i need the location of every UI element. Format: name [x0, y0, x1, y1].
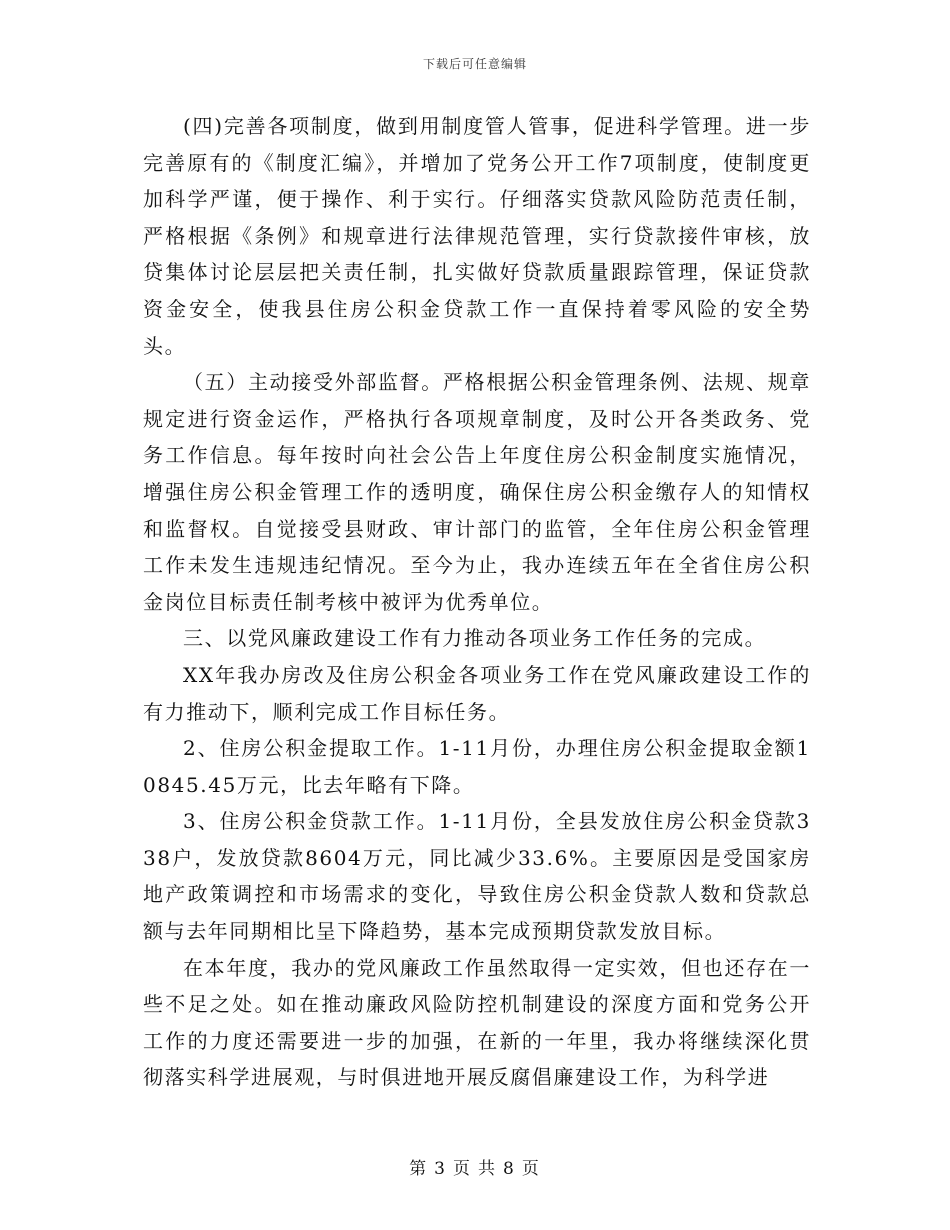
footer-total-suffix: 页	[521, 1159, 541, 1179]
footer-page-label: 页	[453, 1159, 472, 1179]
section-heading-three: 三、以党风廉政建设工作有力推动各项业务工作任务的完成。	[183, 626, 767, 651]
document-body	[143, 108, 811, 1096]
page-header-note: 下载后可任意编辑	[422, 57, 527, 71]
paragraph-shortcomings: 在本年度，我办的党风廉政工作虽然取得一定实效，但也还存在一些不足之处。如在推动廉政风险防控机制建设的深度方面和党务公开工作的力度还需要进一步的加强，在新的一年里，我办将继续深化贯彻落实科学进展观，与时俱进地开展反腐倡廉建设工作，为科学进	[143, 955, 811, 1090]
paragraph-fund-loans: 3、住房公积金贷款工作。1-11月份，全县发放住房公积金贷款338户，发放贷款8604万元，同比减少33.6%。主要原因是受国家房地产政策调控和市场需求的变化，导致住房公积金贷款人数和贷款总额与去年同期相比呈下降趋势，基本完成预期贷款发放目标。	[143, 809, 811, 944]
current-page-number: 3	[434, 1159, 447, 1179]
paragraph-annual-summary: XX年我办房改及住房公积金各项业务工作在党风廉政建设工作的有力推动下，顺利完成工作目标任务。	[143, 662, 811, 724]
footer-total-prefix: 共	[478, 1159, 497, 1179]
paragraph-system-improvement: (四)完善各项制度，做到用制度管人管事，促进科学管理。进一步完善原有的《制度汇编》，并增加了党务公开工作7项制度，使制度更加科学严谨，便于操作、利于实行。仔细落实贷款风险防范责任制，严格根据《条例》和规章进行法律规范管理，实行贷款接件审核，放贷集体讨论层层把关责任制，扎实做好贷款质量跟踪管理，保证贷款资金安全，使我县住房公积金贷款工作一直保持着零风险的安全势头。	[143, 114, 811, 358]
paragraph-external-supervision: （五）主动接受外部监督。严格根据公积金管理条例、法规、规章规定进行资金运作，严格执行各项规章制度，及时公开各类政务、党务工作信息。每年按时向社会公告上年度住房公积金制度实施情况，增强住房公积金管理工作的透明度，确保住房公积金缴存人的知情权和监督权。自觉接受县财政、审计部门的监管，全年住房公积金管理工作未发生违规违纪情况。至今为止，我办连续五年在全省住房公积金岗位目标责任制考核中被评为优秀单位。	[143, 370, 811, 614]
paragraph-fund-withdrawal: 2、住房公积金提取工作。1-11月份，办理住房公积金提取金额10845.45万元，比去年略有下降。	[143, 736, 811, 797]
page-footer	[0, 1154, 950, 1179]
total-page-number: 8	[503, 1159, 516, 1179]
footer-prefix: 第	[409, 1159, 429, 1179]
